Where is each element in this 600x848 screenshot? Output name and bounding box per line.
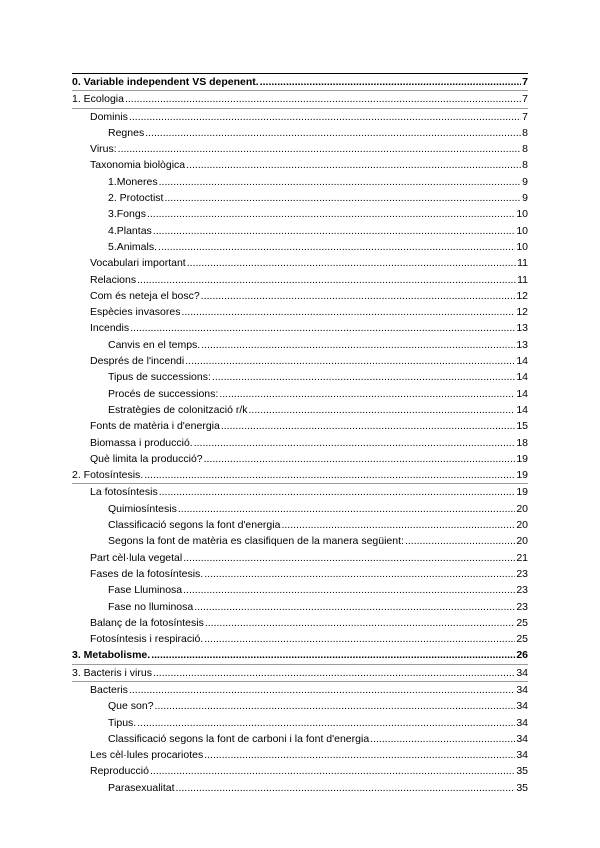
toc-entry[interactable] — [72, 255, 528, 271]
dot-leader — [144, 467, 515, 483]
toc-entry-title: Fase no lluminosa — [108, 600, 194, 613]
dot-leader — [183, 582, 515, 598]
toc-entry-page-number: 12 — [516, 289, 528, 302]
toc-entry-title: Tipus de successions: — [108, 371, 211, 384]
dot-leader — [281, 517, 515, 533]
toc-entry-title: Espècies invasores — [90, 306, 181, 319]
toc-entry-page-number: 26 — [516, 649, 528, 662]
toc-entry[interactable] — [72, 665, 528, 682]
dot-leader — [248, 402, 515, 418]
toc-entry-title: Fase Lluminosa — [108, 584, 183, 597]
toc-entry[interactable] — [72, 239, 528, 255]
toc-entry-title: Biomassa i producció. — [90, 436, 193, 449]
dot-leader — [155, 698, 516, 714]
toc-entry[interactable] — [72, 631, 528, 647]
toc-entry-page-number: 35 — [516, 781, 528, 794]
toc-entry[interactable] — [72, 174, 528, 190]
toc-entry-title: Després de l'incendi — [90, 355, 185, 368]
toc-entry-page-number: 14 — [516, 355, 528, 368]
toc-entry-page-number: 18 — [516, 436, 528, 449]
toc-entry-page-number: 12 — [516, 306, 528, 319]
dot-leader — [178, 501, 515, 517]
dot-leader — [147, 206, 515, 222]
toc-entry[interactable] — [72, 715, 528, 731]
toc-entry-title: Segons la font de matèria es clasifiquen de la manera següient: — [108, 535, 404, 548]
toc-entry[interactable] — [72, 599, 528, 615]
toc-entry[interactable] — [72, 74, 528, 91]
toc-entry-title: 5.Animals. — [108, 240, 158, 253]
dot-leader — [194, 435, 516, 451]
toc-entry[interactable] — [72, 566, 528, 582]
dot-leader — [204, 566, 515, 582]
dot-leader — [185, 353, 515, 369]
dot-leader — [205, 615, 515, 631]
toc-entry-title: Balanç de la fotosíntesis — [90, 616, 204, 629]
dot-leader — [145, 125, 521, 141]
toc-entry-title: Regnes — [108, 126, 145, 139]
toc-entry-title: Què limita la producció? — [90, 452, 203, 465]
toc-entry[interactable] — [72, 682, 528, 698]
toc-entry[interactable] — [72, 747, 528, 763]
dot-leader — [370, 731, 515, 747]
toc-entry-page-number: 15 — [516, 420, 528, 433]
toc-entry-page-number: 34 — [516, 732, 528, 745]
dot-leader — [118, 141, 522, 157]
toc-entry-page-number: 19 — [516, 452, 528, 465]
toc-entry-title: La fotosíntesis — [90, 486, 158, 499]
toc-entry-page-number: 19 — [516, 486, 528, 499]
toc-entry-title: 3.Fongs — [108, 208, 146, 221]
toc-entry-title: 1.Moneres — [108, 175, 158, 188]
toc-entry-page-number: 13 — [516, 338, 528, 351]
toc-entry-title: 0. Variable independent VS depenent. — [72, 76, 259, 88]
dot-leader — [158, 239, 515, 255]
dot-leader — [125, 91, 521, 107]
dot-leader — [204, 631, 515, 647]
toc-entry-page-number: 34 — [516, 700, 528, 713]
toc-entry-page-number: 13 — [516, 322, 528, 335]
toc-entry-page-number: 23 — [516, 600, 528, 613]
toc-entry[interactable] — [72, 320, 528, 336]
toc-entry-title: Fotosíntesis i respiració. — [90, 633, 204, 646]
toc-entry-page-number: 34 — [516, 749, 528, 762]
toc-entry[interactable] — [72, 451, 528, 467]
toc-entry-page-number: 34 — [516, 666, 528, 679]
toc-entry-title: 4.Plantas — [108, 224, 152, 237]
toc-entry-title: 1. Ecologia — [72, 93, 124, 106]
toc-entry-title: Incendis — [90, 322, 130, 335]
toc-entry[interactable] — [72, 780, 528, 796]
toc-entry-page-number: 14 — [516, 403, 528, 416]
toc-entry[interactable] — [72, 109, 528, 125]
dot-leader — [129, 682, 515, 698]
toc-entry-title: Com és neteja el bosc? — [90, 289, 200, 302]
toc-entry-page-number: 11 — [517, 273, 528, 286]
toc-entry[interactable] — [72, 484, 528, 500]
toc-entry[interactable] — [72, 467, 528, 484]
toc-entry-page-number: 35 — [516, 765, 528, 778]
dot-leader — [201, 337, 515, 353]
toc-entry[interactable] — [72, 386, 528, 402]
toc-entry-page-number: 7 — [522, 110, 528, 123]
toc-entry[interactable] — [72, 223, 528, 239]
toc-entry-title: Bacteris — [90, 683, 128, 696]
toc-entry-title: Relacions — [90, 273, 137, 286]
toc-entry-title: 3. Bacteris i virus — [72, 666, 152, 679]
toc-entry-page-number: 8 — [522, 159, 528, 172]
toc-entry-title: Fonts de matèria i d'energia — [90, 420, 220, 433]
dot-leader — [153, 223, 516, 239]
toc-entry-title: Dominis — [90, 110, 128, 123]
dot-leader — [194, 599, 515, 615]
toc-entry-title: Part cèl·lula vegetal — [90, 551, 183, 564]
toc-entry-title: Taxonomia biològica — [90, 159, 186, 172]
toc-entry[interactable] — [72, 435, 528, 451]
toc-entry-page-number: 10 — [516, 224, 528, 237]
toc-entry-title: Quimiosíntesis — [108, 502, 177, 515]
toc-entry-title: Parasexualitat — [108, 781, 175, 794]
toc-entry-page-number: 25 — [516, 633, 528, 646]
toc-entry-page-number: 34 — [516, 683, 528, 696]
toc-entry-title: Classificació segons la font de carboni i la font d'energia — [108, 732, 370, 745]
dot-leader — [183, 550, 515, 566]
toc-entry-page-number: 14 — [516, 387, 528, 400]
toc-entry-page-number: 34 — [516, 716, 528, 729]
toc-entry[interactable] — [72, 517, 528, 533]
toc-entry-title: Estratègies de colonització r/k — [108, 403, 248, 416]
toc-entry-page-number: 11 — [517, 257, 528, 270]
toc-entry-page-number: 23 — [516, 584, 528, 597]
toc-entry[interactable] — [72, 731, 528, 747]
toc-entry[interactable] — [72, 353, 528, 369]
toc-entry[interactable] — [72, 125, 528, 141]
toc-entry[interactable] — [72, 206, 528, 222]
dot-leader — [159, 484, 516, 500]
toc-entry[interactable] — [72, 501, 528, 517]
dot-leader — [130, 320, 515, 336]
dot-leader — [260, 74, 521, 90]
toc-entry-page-number: 23 — [516, 567, 528, 580]
toc-entry[interactable] — [72, 141, 528, 157]
toc-entry[interactable] — [72, 550, 528, 566]
dot-leader — [204, 747, 515, 763]
toc-entry-page-number: 21 — [516, 551, 528, 564]
dot-leader — [151, 647, 515, 663]
dot-leader — [221, 418, 515, 434]
toc-entry[interactable] — [72, 615, 528, 631]
toc-entry[interactable] — [72, 157, 528, 173]
dot-leader — [150, 763, 515, 779]
toc-entry-title: Classificació segons la font d'energia — [108, 519, 281, 532]
toc-entry[interactable] — [72, 288, 528, 304]
toc-entry[interactable] — [72, 647, 528, 664]
dot-leader — [137, 715, 515, 731]
dot-leader — [129, 109, 521, 125]
toc-entry[interactable] — [72, 533, 528, 549]
dot-leader — [137, 272, 516, 288]
toc-entry[interactable] — [72, 91, 528, 108]
toc-entry-page-number: 7 — [522, 93, 528, 106]
toc-entry-title: Procés de successions: — [108, 387, 219, 400]
toc-entry-page-number: 20 — [516, 502, 528, 515]
toc-entry-page-number: 19 — [516, 469, 528, 482]
dot-leader — [159, 174, 522, 190]
toc-entry-title: 3. Metabolisme. — [72, 649, 151, 662]
toc-entry[interactable] — [72, 304, 528, 320]
table-of-contents — [72, 73, 528, 796]
toc-entry[interactable] — [72, 369, 528, 385]
toc-entry[interactable] — [72, 337, 528, 353]
toc-entry-title: Virus: — [90, 143, 117, 156]
toc-entry-page-number: 8 — [522, 143, 528, 156]
toc-entry-page-number: 10 — [516, 240, 528, 253]
toc-entry-page-number: 25 — [516, 616, 528, 629]
toc-entry-page-number: 7 — [522, 76, 528, 88]
toc-entry[interactable] — [72, 272, 528, 288]
toc-entry-title: Canvis en el temps. — [108, 338, 201, 351]
toc-entry-title: Reproducció — [90, 765, 149, 778]
dot-leader — [405, 533, 515, 549]
dot-leader — [204, 451, 516, 467]
dot-leader — [187, 255, 516, 271]
toc-entry-page-number: 20 — [516, 519, 528, 532]
toc-entry-title: Tipus. — [108, 716, 137, 729]
toc-entry[interactable] — [72, 402, 528, 418]
toc-entry-title: 2. Fotosíntesis. — [72, 469, 144, 482]
toc-entry-page-number: 9 — [522, 192, 528, 205]
toc-entry[interactable] — [72, 418, 528, 434]
toc-entry-page-number: 9 — [522, 175, 528, 188]
toc-entry[interactable] — [72, 763, 528, 779]
toc-entry-page-number: 14 — [516, 371, 528, 384]
toc-entry-title: Les cèl·lules procariotes — [90, 749, 204, 762]
dot-leader — [212, 369, 515, 385]
toc-entry-title: Vocabulari important — [90, 257, 186, 270]
toc-entry-title: 2. Protoctist — [108, 192, 164, 205]
toc-entry[interactable] — [72, 190, 528, 206]
toc-entry-title: Fases de la fotosíntesis. — [90, 567, 204, 580]
dot-leader — [153, 665, 515, 681]
dot-leader — [181, 304, 515, 320]
dot-leader — [219, 386, 515, 402]
dot-leader — [186, 157, 521, 173]
dot-leader — [176, 780, 516, 796]
toc-entry[interactable] — [72, 582, 528, 598]
toc-entry[interactable] — [72, 698, 528, 714]
toc-entry-page-number: 10 — [516, 208, 528, 221]
toc-entry-page-number: 20 — [516, 535, 528, 548]
dot-leader — [201, 288, 516, 304]
dot-leader — [164, 190, 521, 206]
toc-entry-title: Que son? — [108, 700, 154, 713]
toc-entry-page-number: 8 — [522, 126, 528, 139]
